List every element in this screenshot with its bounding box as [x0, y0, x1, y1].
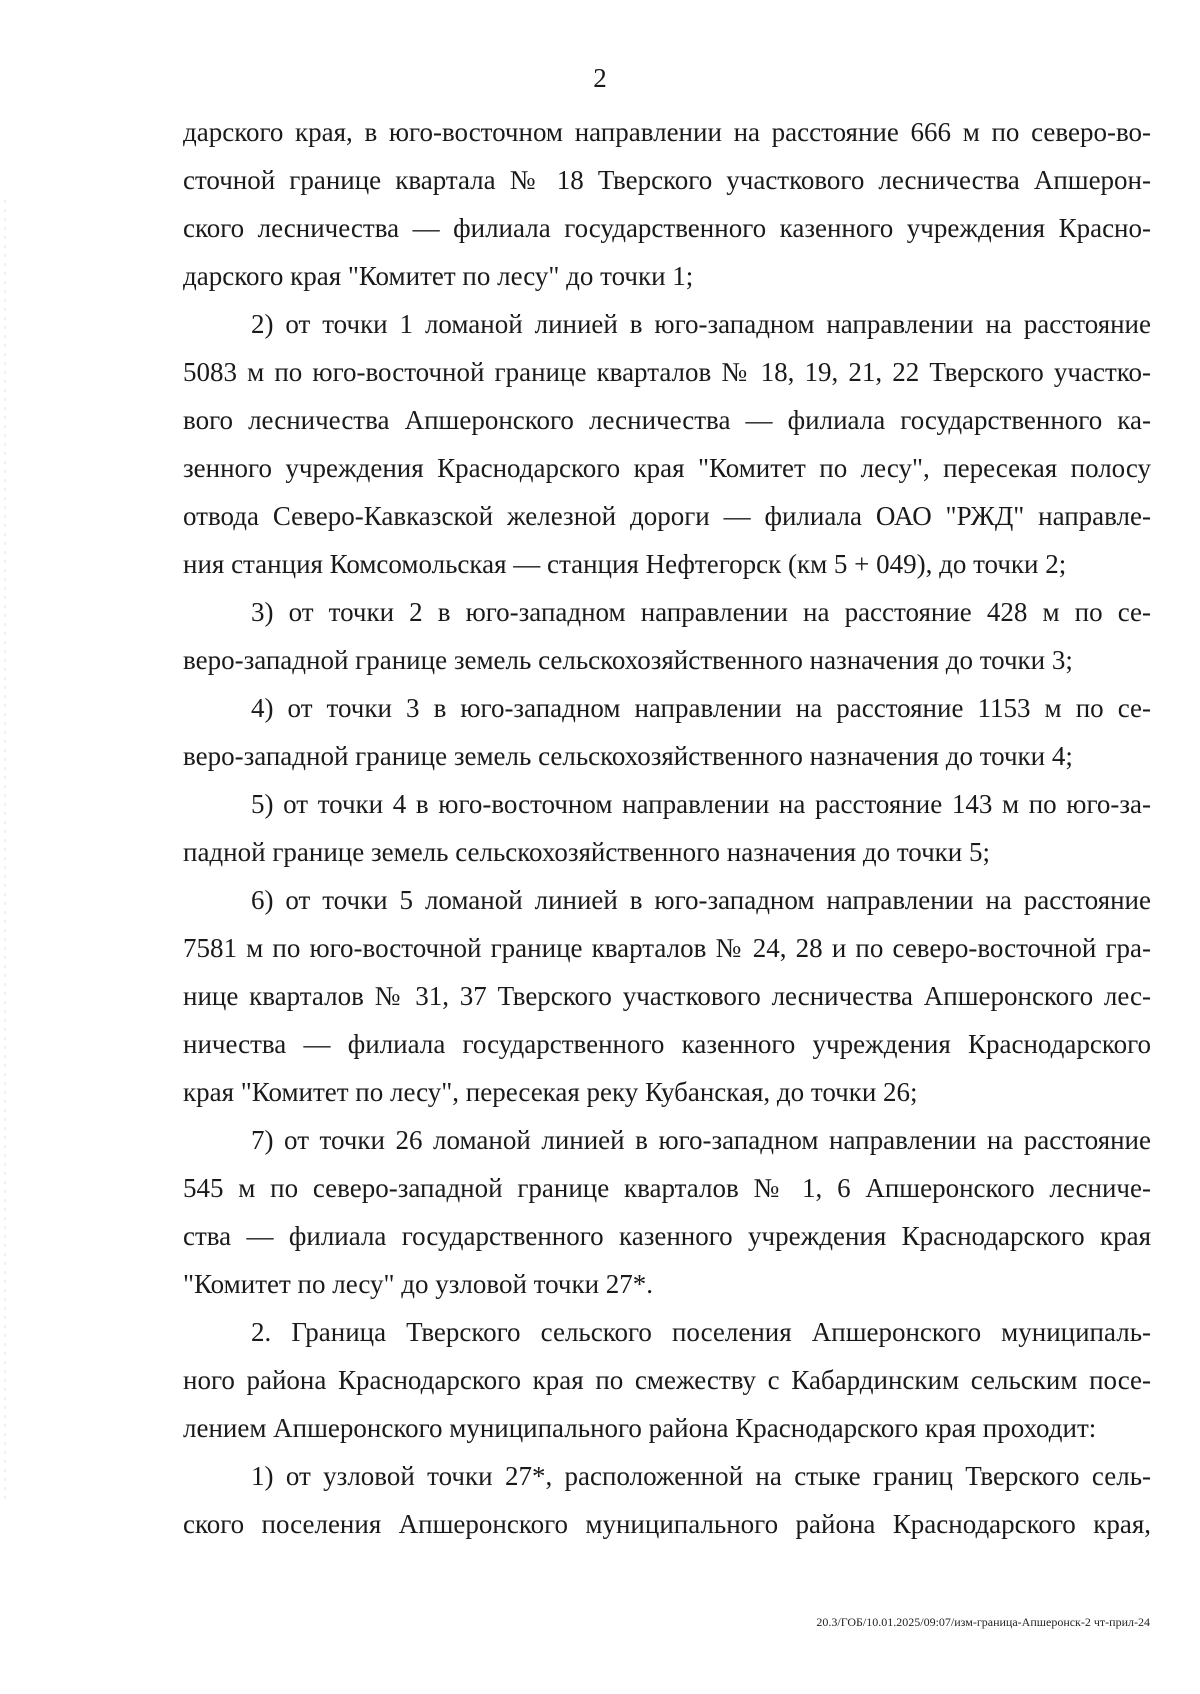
text-line: 545 м по северо-западной границе кварталов № 1, 6 Апшеронского лесниче-: [183, 1173, 1151, 1203]
text-line: 4) от точки 3 в юго-западном направлении на расстояние 1153 м по се-: [251, 693, 1151, 723]
text-line: ства — филиала государственного казенного учреждения Краснодарского края: [183, 1221, 1151, 1251]
document-body: [183, 108, 1151, 1548]
text-line: 1) от узловой точки 27*, расположенной на стыке границ Тверского сель-: [251, 1461, 1151, 1491]
text-line: ничества — филиала государственного казенного учреждения Краснодарского: [183, 1029, 1151, 1059]
text-line: 2. Граница Тверского сельского поселения Апшеронского муниципаль-: [251, 1317, 1151, 1347]
text-line: падной границе земель сельскохозяйственного назначения до точки 5;: [183, 837, 990, 867]
text-line: зенного учреждения Краснодарского края "Комитет по лесу", пересекая полосу: [183, 453, 1151, 483]
text-line: 5) от точки 4 в юго-восточном направлении на расстояние 143 м по юго-за-: [251, 789, 1151, 819]
text-line: веро-западной границе земель сельскохозяйственного назначения до точки 4;: [183, 741, 1073, 771]
text-line: 3) от точки 2 в юго-западном направлении на расстояние 428 м по се-: [251, 597, 1151, 627]
text-line: отвода Северо-Кавказской железной дороги — филиала ОАО "РЖД" направле-: [183, 501, 1151, 531]
text-line: 7) от точки 26 ломаной линией в юго-западном направлении на расстояние: [251, 1125, 1151, 1155]
text-line: дарского края "Комитет по лесу" до точки 1;: [183, 261, 694, 291]
text-line: вого лесничества Апшеронского лесничества — филиала государственного ка-: [183, 405, 1151, 435]
text-line: веро-западной границе земель сельскохозяйственного назначения до точки 3;: [183, 645, 1073, 675]
text-line: ния станция Комсомольская — станция Нефтегорск (км 5 + 049), до точки 2;: [183, 549, 1067, 579]
page-number: 2: [593, 63, 607, 93]
text-line: 2) от точки 1 ломаной линией в юго-западном направлении на расстояние: [251, 309, 1151, 339]
scan-edge-artifact: [4, 200, 6, 1500]
text-line: 7581 м по юго-восточной границе кварталов № 24, 28 и по северо-восточной гра-: [183, 933, 1151, 963]
text-line: 5083 м по юго-восточной границе кварталов № 18, 19, 21, 22 Тверского участко-: [183, 357, 1151, 387]
text-line: нице кварталов № 31, 37 Тверского участкового лесничества Апшеронского лес-: [183, 981, 1151, 1011]
document-footer: 20.3/ГОБ/10.01.2025/09:07/изм-граница-Апшеронск-2 чт-прил-24: [816, 1615, 1150, 1629]
text-line: ного района Краснодарского края по смежеству с Кабардинским сельским посе-: [183, 1365, 1151, 1395]
text-line: дарского края, в юго-восточном направлении на расстояние 666 м по северо-во-: [183, 117, 1151, 147]
text-line: лением Апшеронского муниципального района Краснодарского края проходит:: [183, 1413, 1097, 1443]
text-line: ского поселения Апшеронского муниципального района Краснодарского края,: [183, 1509, 1151, 1539]
text-line: сточной границе квартала № 18 Тверского участкового лесничества Апшерон-: [183, 165, 1151, 195]
text-line: ского лесничества — филиала государственного казенного учреждения Красно-: [183, 213, 1151, 243]
text-line: "Комитет по лесу" до узловой точки 27*.: [183, 1269, 654, 1299]
text-line: края "Комитет по лесу", пересекая реку Кубанская, до точки 26;: [183, 1077, 918, 1107]
text-line: 6) от точки 5 ломаной линией в юго-западном направлении на расстояние: [251, 885, 1151, 915]
